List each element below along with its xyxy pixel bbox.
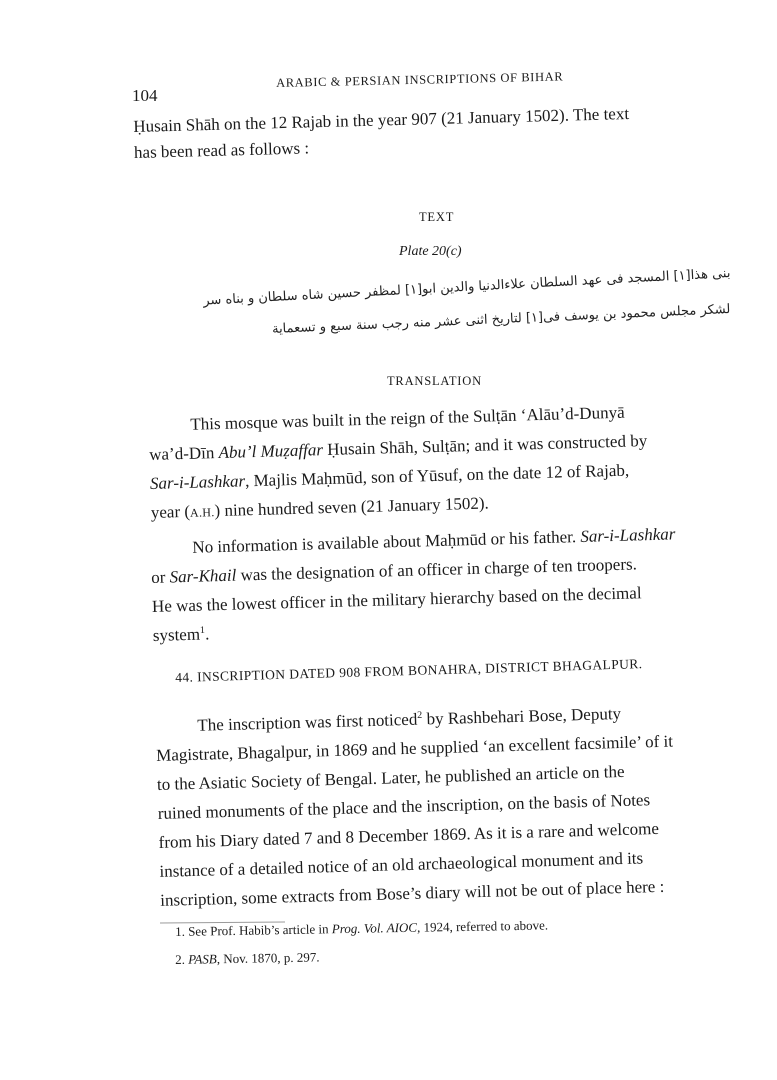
- footnote-2: [175, 949, 320, 968]
- page-number: 104: [132, 86, 158, 105]
- era-abbrev: A.H.: [189, 505, 215, 520]
- arabic-inscription-line: لشکر مجلس محمود بن یوسف فی[۱] لتاریخ اثنی عشر منه رجب سنة سبع و تسعمایة: [271, 302, 731, 337]
- text-line: to the Asiatic Society of Bengal. Later, he published an article on the: [156, 761, 625, 794]
- italic-term: Sar-Khail: [169, 565, 237, 587]
- text-line: inscription, some extracts from Bose’s diary will not be out of place here :: [159, 876, 665, 910]
- text-span: 2.: [175, 951, 189, 967]
- arabic-inscription-line: بنی هذا[۱] المسجد فی عهد السلطان علاءالدنیا والدین ابو[۱] لمظفر حسین شاه سلطان و بناه سر: [202, 266, 731, 309]
- translation-heading: TRANSLATION: [387, 374, 482, 388]
- text-span: This mosque was built in the reign of the Sulṭān ‘Alāu’d-Dunyā: [190, 402, 625, 434]
- footnote-ref[interactable]: 1: [199, 624, 206, 636]
- italic-term: Sar-i-Lashkar: [580, 524, 676, 546]
- italic-title: PASB: [187, 951, 217, 967]
- text-heading: TEXT: [419, 210, 455, 224]
- text-span: by Rashbehari Bose, Deputy: [422, 703, 622, 729]
- italic-name: Abu’l Muẓaffar: [218, 440, 324, 463]
- translation-paragraph: [148, 397, 649, 529]
- commentary-paragraph: [150, 519, 678, 650]
- intro-line: Ḥusain Shāh on the 12 Rajab in the year 907 (21 January 1502). The text: [133, 104, 630, 136]
- text-span: , Majlis Maḥmūd, son of Yūsuf, on the date 12 of Rajab,: [244, 460, 630, 491]
- text-line: from his Diary dated 7 and 8 December 1869. As it is a rare and welcome: [158, 818, 660, 852]
- text-span: , 1924, referred to above.: [416, 917, 549, 935]
- text-span: The inscription was first noticed: [197, 709, 418, 735]
- text-span: system: [152, 624, 201, 645]
- running-head: ARABIC & PERSIAN INSCRIPTIONS OF BIHAR: [276, 69, 564, 90]
- footnote-ref[interactable]: 2: [417, 709, 423, 722]
- intro-paragraph: [133, 101, 630, 166]
- text-span: wa’d-Dīn: [148, 443, 219, 464]
- intro-line: has been read as follows :: [133, 138, 310, 162]
- section-title: 44. INSCRIPTION DATED 908 FROM BONAHRA, DISTRICT BHAGALPUR.: [175, 656, 643, 685]
- text-line: instance of a detailed notice of an old archaeological monument and its: [159, 848, 644, 881]
- text-span: ) nine hundred seven (21 January 1502).: [214, 493, 489, 521]
- text-line: Magistrate, Bhagalpur, in 1869 and he supplied ‘an excellent facsimile’ of it: [155, 731, 674, 765]
- text-line: He was the lowest officer in the military hierarchy based on the decimal: [151, 583, 642, 616]
- footnote-1: [175, 917, 548, 940]
- text-span: Ḥusain Shāh, Sulṭān; and it was constructed by: [322, 431, 648, 460]
- section-paragraph: [155, 698, 677, 915]
- text-span: was the designation of an officer in charge of ten troopers.: [236, 554, 638, 585]
- text-span: 1. See Prof. Habib’s article in: [175, 921, 332, 939]
- italic-term: Sar-i-Lashkar: [149, 471, 246, 493]
- text-span: .: [204, 624, 210, 644]
- text-span: No information is available about Maḥmūd or his father.: [192, 526, 581, 557]
- text-span: or: [150, 567, 170, 587]
- plate-caption: Plate 20(c): [399, 244, 462, 259]
- text-line: ruined monuments of the place and the inscription, on the basis of Notes: [157, 790, 651, 823]
- italic-title: Prog. Vol. AIOC: [331, 919, 418, 937]
- text-span: year (: [150, 501, 191, 522]
- text-span: , Nov. 1870, p. 297.: [216, 949, 320, 967]
